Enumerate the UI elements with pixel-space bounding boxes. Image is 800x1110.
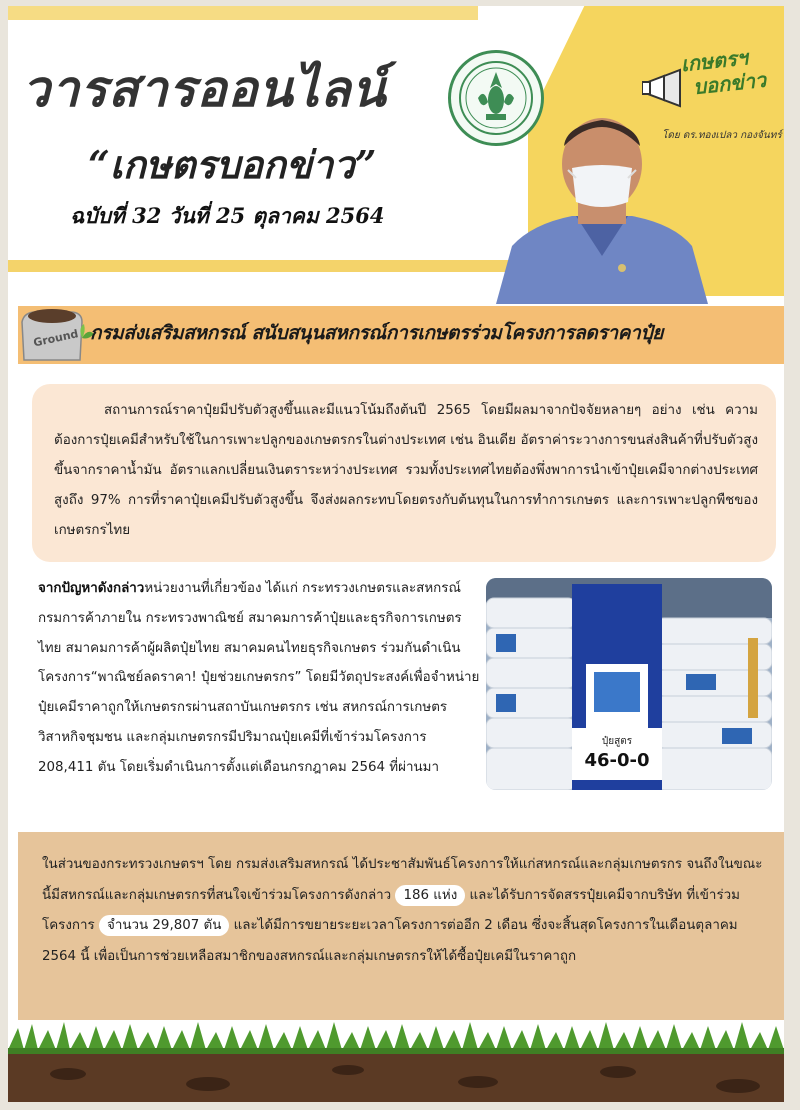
megaphone-icon <box>642 68 686 108</box>
intro-paragraph <box>54 396 758 546</box>
logo-line-1: เกษตรฯ <box>679 45 749 77</box>
photo-formula: 46-0-0 <box>584 750 650 771</box>
highlight-cooperatives-count: 186 แห่ง <box>395 885 465 906</box>
bottom-text-1: ในส่วนของกระทรวงเกษตรฯ โดย กรมส่งเสริมสหกรณ์ ได้ประชาสัมพันธ์โครงการให้แก่สหกรณ์และกลุ่มเกษตรกร จนถึงในขณะนี้มีสหกรณ์และกลุ่มเกษตรกรที่สนใจเข้าร่วมโครงการดังกล่าว <box>42 857 763 903</box>
fertilizer-sack-icon <box>16 304 96 364</box>
fertilizer-warehouse-photo <box>486 578 772 790</box>
newsletter-title: วารสารออนไลน์ <box>22 59 387 118</box>
newsletter-page <box>8 6 784 1102</box>
issue-info: ฉบับที่ 32 วันที่ 25 ตุลาคม 2564 <box>70 203 385 228</box>
grass-soil-decoration <box>8 1020 784 1102</box>
sack-label: Ground <box>32 327 80 350</box>
intro-box <box>32 384 776 562</box>
middle-text: หน่วยงานที่เกี่ยวข้อง ได้แก่ กระทรวงเกษตรและสหกรณ์ กรมการค้าภายใน กระทรวงพาณิชย์ สมาคมการค้าปุ๋ยและธุรกิจการเกษตรไทย สมาคมการค้าผู้ผลิตปุ๋ยไทย สมาคมคนไทยธุรกิจเกษตร ร่วมกันดำเนินโครงการ“พาณิชย์ลดราคา! ปุ๋ยช่วยเกษตรกร” โดยมีวัตถุประสงค์เพื่อจำหน่ายปุ๋ยเคมีราคาถูกให้เกษตรกรผ่านสถาบันเกษตรกร เช่น สหกรณ์การเกษตรวิสาหกิจชุมชน และกลุ่มเกษตรกรมีปริมาณปุ๋ยเคมีที่เข้าร่วมโครงการ 208,411 ตัน โดยเริ่มดำเนินการตั้งแต่เดือนกรกฎาคม 2564 ที่ผ่านมา <box>38 581 480 775</box>
logo-line-2: บอกข่าว <box>692 67 768 100</box>
intro-text: สถานการณ์ราคาปุ๋ยมีปรับตัวสูงขึ้นและมีแนวโน้มถึงต้นปี 2565 โดยมีผลมาจากปัจจัยหลายๆ อย่าง เช่น ความต้องการปุ๋ยเคมีสำหรับใช้ในการเพาะปลูกของเกษตรกรในต่างประเทศ เช่น อินเดีย อัตราค่าระวางการขนส่งสินค้าที่ปรับตัวสูงขึ้นจากราคาน้ำมัน อัตราแลกเปลี่ยนเงินตราระหว่างประเทศ รวมทั้งประเทศไทยต้องพึ่งพาการนำเข้าปุ๋ยเคมีจากต่างประเทศสูงถึง 97% การที่ราคาปุ๋ยเคมีปรับตัวสูงขึ้น จึงส่งผลกระทบโดยตรงกับต้นทุนในการทำการเกษตร และการเพาะปลูกพืชของเกษตรกรไทย <box>54 403 758 538</box>
bottom-text-2: และได้รับการจัดสรรปุ๋ยเคมีจากบริษัท ที่เข้าร่วมโครงการ <box>42 887 740 933</box>
header-stripe-bottom <box>8 260 508 272</box>
bottom-box <box>18 832 784 1020</box>
highlight-fertilizer-amount: จำนวน 29,807 ตัน <box>99 915 229 936</box>
section-title: กรมส่งเสริมสหกรณ์ สนับสนุนสหกรณ์การเกษตรร่วมโครงการลดราคาปุ๋ย <box>90 322 664 344</box>
logo-text <box>680 44 768 100</box>
photo-sign-label: ปุ๋ยสูตร <box>601 736 633 747</box>
header-stripe-top <box>8 6 478 20</box>
author-byline: โดย ดร.ทองเปลว กองจันทร์ <box>662 130 782 141</box>
bottom-text-3: และได้มีการขยายระยะเวลาโครงการต่ออีก 2 เดือน ซึ่งจะสิ้นสุดโครงการในเดือนตุลาคม 2564 นี้ เพื่อเป็นการช่วยเหลือสมาชิกของสหกรณ์และกลุ่มเกษตรกรให้ได้ซื้อปุ๋ยเคมีในราคาถูก <box>42 918 738 964</box>
newsletter-subtitle: “เกษตรบอกข่าว” <box>88 142 377 187</box>
bottom-paragraph <box>42 850 768 972</box>
author-photo <box>492 106 712 304</box>
middle-paragraph <box>38 574 480 783</box>
middle-lead: จากปัญหาดังกล่าว <box>38 581 145 596</box>
